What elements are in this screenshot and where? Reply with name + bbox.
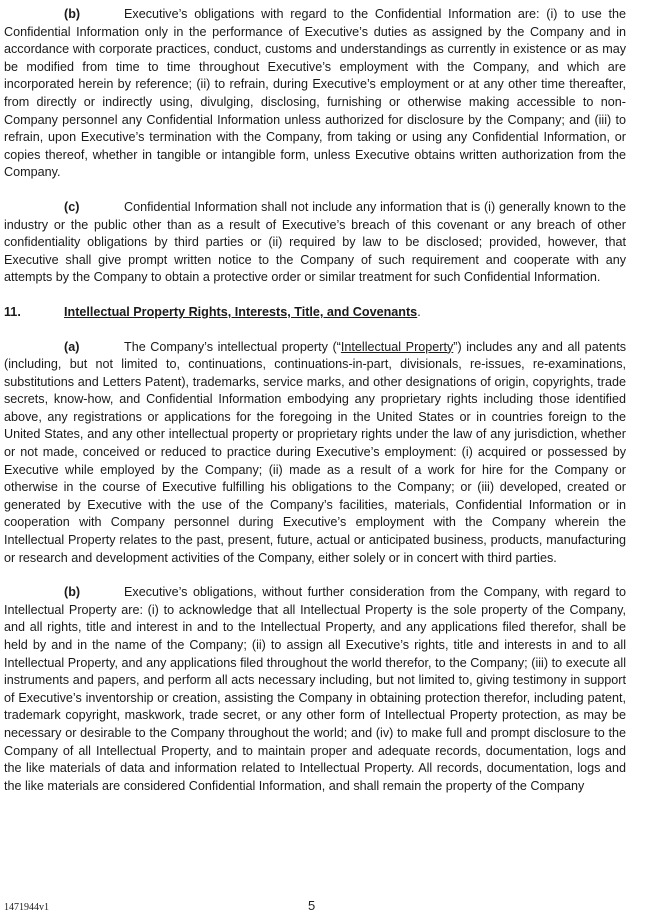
document-id: 1471944v1	[4, 902, 49, 913]
paragraph-text: Executive’s obligations, without further consideration from the Company, with regard to Intellectual Property are: (i) to acknowledge that all Intellectual Property is the sole property of the Company, and all rights, title and interest in and to the Intellectual Property, and any applications filed therefor, shall be held by and in the name of the Company; (ii) to assign all Executive’s rights, title and interests in and to all Intellectual Property, and any applications filed throughout the world therefor, to the Company; (iii) to execute all instruments and papers, and perform all acts necessary including, but not limited to, giving testimony in support of Executive’s inventorship or creation, assisting the Company in obtaining protection therefor, including patent, trademark copyright, maskwork, trade secret, or any other form of Intellectual Property protection, as may be necessary or desirable to the Company throughout the world; and (iv) to make full and prompt disclosure to the Company of all Intellectual Property, and to maintain proper and adequate records, documentation, logs and the like materials of data and information related to Intellectual Property. All records, documentation, logs and the like materials are considered Confidential Information, and shall remain the property of the Company	[4, 585, 626, 793]
section-heading	[4, 304, 626, 322]
paragraph-text-after: ”) includes any and all patents (including, but not limited to, continuations, continuations-in-part, divisionals, re-issues, re-examinations, substitutions and Letters Patent), trademarks, service marks, and other designations of origin, copyrights, trade secrets, know-how, and Confidential Information embodying any proprietary rights including those identified above, any registrations or applications for the foregoing in the United States or in countries foreign to the United States, and any other intellectual property or proprietary rights under the law of any jurisdiction, whether or not made, conceived or reduced to practice during Executive’s employment: (i) acquired or possessed by Executive while employed by the Company; (ii) made as a result of a work for hire for the Company or otherwise in the course of Executive fulfilling his obligations to the Company; or (iii) developed, created or generated by Executive with the use of the Company’s facilities, materials, Confidential Information or in cooperation with Company personnel during Executive’s employment with the Company wherein the Intellectual Property relates to the past, present, future, actual or anticipated business, products, manufacturing or research and development activities of the Company, either solely or in concert with third parties.	[4, 339, 626, 565]
paragraph-10c	[4, 199, 626, 287]
paragraph-11b	[4, 584, 626, 795]
page-number: 5	[308, 898, 316, 913]
paragraph-11a	[4, 339, 626, 568]
section-title: Intellectual Property Rights, Interests, Title, and Covenants	[64, 304, 418, 319]
paragraph-label: (c)	[64, 199, 80, 214]
section-number: 11.	[4, 304, 21, 319]
section-title-suffix: .	[417, 304, 421, 319]
paragraph-text: Confidential Information shall not include any information that is (i) generally known to the industry or the public other than as a result of Executive’s breach of this covenant or any breach of other confidentiality obligations by third parties or (ii) required by law to be disclosed; provided, however, that Executive shall give prompt written notice to the Company of such requirement and cooperate with any attempts by the Company to obtain a protective order or similar treatment for such Confidential Information.	[4, 199, 626, 285]
paragraph-label: (b)	[64, 585, 81, 600]
paragraph-text: Executive’s obligations with regard to the Confidential Information are: (i) to use the Confidential Information only in the performance of Executive’s duties as assigned by the Company and in accordance with corporate practices, conduct, customs and understandings as currently in existence or as may be modified from time to time throughout Executive’s employment with the Company, and which are incorporated herein by reference; (ii) to refrain, during Executive’s employment or at any other time thereafter, from directly or indirectly using, divulging, disclosing, furnishing or otherwise making accessible to non-Company personnel any Confidential Information unless authorized for disclosure by the Company; and (iii) to refrain, upon Executive’s termination with the Company, from taking or using any Confidential Information, or copies thereof, whether in tangible or intangible form, unless Executive obtains written authorization from the Company.	[4, 7, 626, 180]
paragraph-10b	[4, 6, 626, 182]
paragraph-text-before: The Company’s intellectual property (“	[124, 339, 341, 354]
defined-term: Intellectual Property	[340, 339, 454, 354]
document-page	[4, 6, 626, 812]
paragraph-label: (a)	[64, 339, 80, 354]
paragraph-label: (b)	[64, 7, 81, 21]
